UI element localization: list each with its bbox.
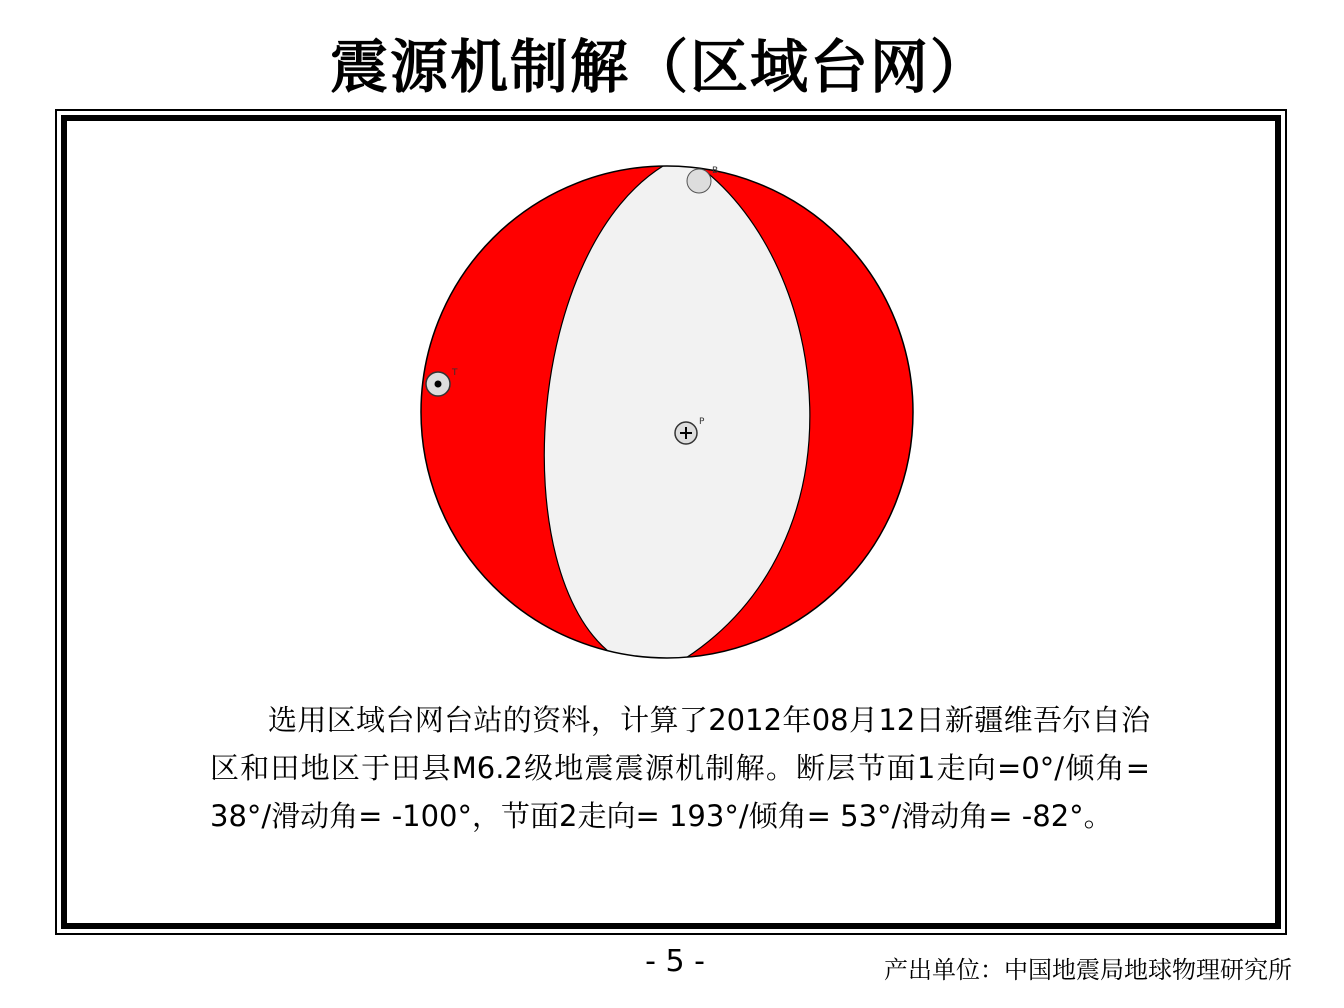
page-title: 震源机制解（区域台网） <box>329 33 990 101</box>
b-axis-marker <box>687 169 711 193</box>
t-axis-label: T <box>452 368 458 378</box>
t-axis-dot <box>435 381 442 388</box>
page-number: - 5 - <box>645 944 705 979</box>
focal-mechanism-beachball <box>410 155 924 669</box>
p-axis-label: P <box>699 417 705 427</box>
mechanism-description <box>210 696 1150 840</box>
producer-credit: 产出单位：中国地震局地球物理研究所 <box>884 956 1292 984</box>
b-axis-label: B <box>712 166 719 176</box>
description-text: 选用区域台网台站的资料，计算了2012年08月12日新疆维吾尔自治区和田地区于田县M6.2级地震震源机制解。断层节面1走向=0°/倾角= 38°/滑动角= -100°，节面2走向= 193°/倾角= 53°/滑动角= -82°。 <box>210 703 1150 833</box>
